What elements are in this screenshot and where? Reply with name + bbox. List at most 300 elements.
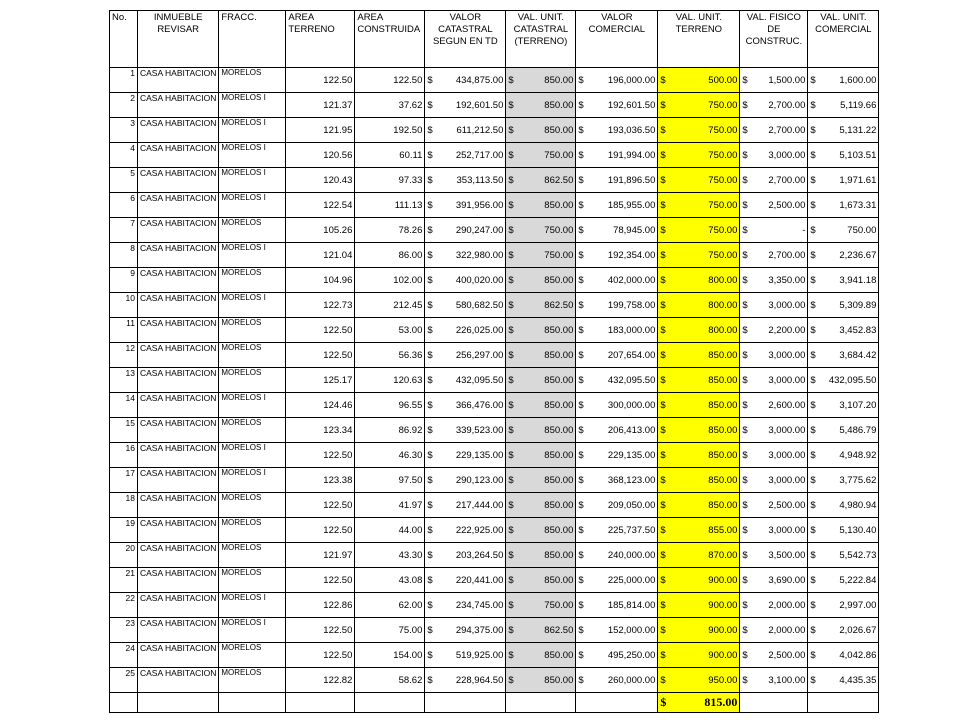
- cell-fracc[interactable]: MORELOS I: [219, 618, 286, 643]
- cell-inmueble[interactable]: CASA HABITACION: [138, 543, 219, 568]
- cell-inmueble[interactable]: CASA HABITACION: [138, 618, 219, 643]
- cell-val-fisico[interactable]: [740, 493, 808, 518]
- cell-valor-comercial[interactable]: [576, 218, 658, 243]
- cell-val-unit-catastral[interactable]: [506, 668, 576, 693]
- cell-val-unit-terreno[interactable]: [658, 143, 740, 168]
- cell-area-terreno[interactable]: 122.50: [286, 618, 355, 643]
- cell-val-unit-terreno[interactable]: [658, 118, 740, 143]
- cell-val-fisico[interactable]: [740, 243, 808, 268]
- cell-no[interactable]: 22: [110, 593, 138, 618]
- cell-val-fisico[interactable]: [740, 593, 808, 618]
- cell-no[interactable]: 12: [110, 343, 138, 368]
- currency-symbol: $: [742, 549, 748, 561]
- cell-valor-catastral[interactable]: [425, 568, 506, 593]
- cell-inmueble[interactable]: CASA HABITACION: [138, 568, 219, 593]
- cell-val-unit-comercial[interactable]: [808, 568, 879, 593]
- cell-no[interactable]: 19: [110, 518, 138, 543]
- cell-area-construida[interactable]: 75.00: [355, 618, 425, 643]
- cell-valor-catastral[interactable]: [425, 393, 506, 418]
- empty-cell[interactable]: [355, 693, 425, 713]
- cell-area-terreno[interactable]: 122.86: [286, 593, 355, 618]
- cell-inmueble[interactable]: CASA HABITACION: [138, 443, 219, 468]
- cell-area-construida[interactable]: 192.50: [355, 118, 425, 143]
- cell-inmueble[interactable]: CASA HABITACION: [138, 268, 219, 293]
- cell-val-fisico[interactable]: [740, 318, 808, 343]
- cell-area-terreno[interactable]: 121.04: [286, 243, 355, 268]
- cell-val-unit-terreno[interactable]: [658, 493, 740, 518]
- cell-fracc[interactable]: MORELOS: [219, 218, 286, 243]
- cell-inmueble[interactable]: CASA HABITACION: [138, 293, 219, 318]
- cell-val-unit-catastral[interactable]: [506, 143, 576, 168]
- cell-valor-catastral[interactable]: [425, 293, 506, 318]
- cell-area-terreno[interactable]: 125.17: [286, 368, 355, 393]
- empty-cell[interactable]: [286, 693, 355, 713]
- cell-val-fisico[interactable]: [740, 168, 808, 193]
- cell-val-unit-catastral[interactable]: [506, 543, 576, 568]
- cell-val-unit-catastral[interactable]: [506, 68, 576, 93]
- cell-valor-catastral[interactable]: [425, 443, 506, 468]
- cell-area-terreno[interactable]: 122.82: [286, 668, 355, 693]
- cell-no[interactable]: 14: [110, 393, 138, 418]
- header-no[interactable]: No.: [110, 11, 138, 68]
- cell-val-unit-terreno[interactable]: [658, 218, 740, 243]
- header-val-unit-terreno[interactable]: VAL. UNIT. TERRENO: [658, 11, 740, 68]
- cell-val-unit-catastral[interactable]: [506, 318, 576, 343]
- cell-area-construida[interactable]: 37.62: [355, 93, 425, 118]
- cell-inmueble[interactable]: CASA HABITACION: [138, 168, 219, 193]
- cell-val-unit-comercial[interactable]: [808, 143, 879, 168]
- header-valor-comercial[interactable]: VALOR COMERCIAL: [576, 11, 658, 68]
- cell-valor-comercial[interactable]: [576, 318, 658, 343]
- cell-valor-comercial[interactable]: [576, 168, 658, 193]
- cell-val-unit-terreno[interactable]: [658, 318, 740, 343]
- cell-area-construida[interactable]: 41.97: [355, 493, 425, 518]
- cell-no[interactable]: 23: [110, 618, 138, 643]
- header-fracc[interactable]: FRACC.: [219, 11, 286, 68]
- cell-fracc[interactable]: MORELOS: [219, 668, 286, 693]
- cell-val-fisico[interactable]: [740, 118, 808, 143]
- cell-area-terreno[interactable]: 122.50: [286, 518, 355, 543]
- cell-fracc[interactable]: MORELOS: [219, 368, 286, 393]
- cell-area-terreno[interactable]: 121.95: [286, 118, 355, 143]
- cell-no[interactable]: 15: [110, 418, 138, 443]
- cell-val-unit-terreno[interactable]: [658, 268, 740, 293]
- cell-no[interactable]: 25: [110, 668, 138, 693]
- cell-inmueble[interactable]: CASA HABITACION: [138, 518, 219, 543]
- cell-area-construida[interactable]: 86.92: [355, 418, 425, 443]
- cell-valor-catastral[interactable]: [425, 618, 506, 643]
- cell-val-unit-comercial[interactable]: [808, 168, 879, 193]
- cell-val-unit-catastral[interactable]: [506, 343, 576, 368]
- cell-valor-catastral[interactable]: [425, 68, 506, 93]
- empty-cell[interactable]: [138, 693, 219, 713]
- cell-val-unit-catastral[interactable]: [506, 268, 576, 293]
- cell-fracc[interactable]: MORELOS: [219, 68, 286, 93]
- cell-val-unit-terreno[interactable]: [658, 543, 740, 568]
- cell-val-fisico[interactable]: [740, 568, 808, 593]
- cell-valor-catastral[interactable]: [425, 193, 506, 218]
- header-area-construida[interactable]: AREA CONSTRUIDA: [355, 11, 425, 68]
- cell-area-construida[interactable]: 44.00: [355, 518, 425, 543]
- header-valor-catastral[interactable]: VALOR CATASTRAL SEGUN EN TD: [425, 11, 506, 68]
- cell-value: 300,000.00: [607, 399, 656, 411]
- cell-valor-comercial[interactable]: [576, 618, 658, 643]
- cell-valor-catastral[interactable]: [425, 318, 506, 343]
- cell-val-unit-terreno[interactable]: [658, 343, 740, 368]
- cell-valor-comercial[interactable]: [576, 593, 658, 618]
- cell-val-unit-catastral[interactable]: [506, 93, 576, 118]
- cell-val-unit-terreno[interactable]: [658, 468, 740, 493]
- cell-val-fisico[interactable]: [740, 393, 808, 418]
- cell-val-unit-comercial[interactable]: [808, 393, 879, 418]
- cell-area-terreno[interactable]: 104.96: [286, 268, 355, 293]
- cell-valor-comercial[interactable]: [576, 118, 658, 143]
- cell-area-construida[interactable]: 97.50: [355, 468, 425, 493]
- cell-area-construida[interactable]: 53.00: [355, 318, 425, 343]
- cell-area-construida[interactable]: 46.30: [355, 443, 425, 468]
- cell-area-construida[interactable]: 43.08: [355, 568, 425, 593]
- cell-val-unit-comercial[interactable]: [808, 343, 879, 368]
- cell-valor-catastral[interactable]: [425, 493, 506, 518]
- cell-valor-catastral[interactable]: [425, 343, 506, 368]
- cell-val-fisico[interactable]: [740, 143, 808, 168]
- total-val-unit-terreno[interactable]: [658, 693, 740, 713]
- cell-inmueble[interactable]: CASA HABITACION: [138, 243, 219, 268]
- cell-no[interactable]: 17: [110, 468, 138, 493]
- cell-inmueble[interactable]: CASA HABITACION: [138, 218, 219, 243]
- cell-valor-catastral[interactable]: [425, 368, 506, 393]
- cell-inmueble[interactable]: CASA HABITACION: [138, 193, 219, 218]
- cell-inmueble[interactable]: CASA HABITACION: [138, 493, 219, 518]
- cell-val-unit-comercial[interactable]: [808, 518, 879, 543]
- cell-inmueble[interactable]: CASA HABITACION: [138, 143, 219, 168]
- cell-area-construida[interactable]: 102.00: [355, 268, 425, 293]
- cell-val-unit-terreno[interactable]: [658, 443, 740, 468]
- cell-area-terreno[interactable]: 122.50: [286, 343, 355, 368]
- cell-val-unit-comercial[interactable]: [808, 68, 879, 93]
- cell-valor-catastral[interactable]: [425, 118, 506, 143]
- header-area-terreno[interactable]: AREA TERRENO: [286, 11, 355, 68]
- cell-area-construida[interactable]: 60.11: [355, 143, 425, 168]
- cell-no[interactable]: 3: [110, 118, 138, 143]
- cell-inmueble[interactable]: CASA HABITACION: [138, 418, 219, 443]
- cell-area-terreno[interactable]: 122.50: [286, 568, 355, 593]
- cell-valor-comercial[interactable]: [576, 93, 658, 118]
- header-val-fisico[interactable]: VAL. FISICO DE CONSTRUC.: [740, 11, 808, 68]
- cell-area-terreno[interactable]: 105.26: [286, 218, 355, 243]
- cell-valor-catastral[interactable]: [425, 668, 506, 693]
- cell-inmueble[interactable]: CASA HABITACION: [138, 368, 219, 393]
- cell-valor-catastral[interactable]: [425, 218, 506, 243]
- cell-fracc[interactable]: MORELOS: [219, 343, 286, 368]
- cell-val-unit-catastral[interactable]: [506, 218, 576, 243]
- cell-val-unit-comercial[interactable]: [808, 268, 879, 293]
- cell-inmueble[interactable]: CASA HABITACION: [138, 343, 219, 368]
- cell-valor-comercial[interactable]: [576, 393, 658, 418]
- cell-area-construida[interactable]: 43.30: [355, 543, 425, 568]
- empty-cell[interactable]: [506, 693, 576, 713]
- cell-area-terreno[interactable]: 120.56: [286, 143, 355, 168]
- cell-area-construida[interactable]: 120.63: [355, 368, 425, 393]
- cell-area-terreno[interactable]: 120.43: [286, 168, 355, 193]
- cell-val-unit-comercial[interactable]: [808, 593, 879, 618]
- cell-area-construida[interactable]: 56.36: [355, 343, 425, 368]
- cell-val-unit-comercial[interactable]: [808, 643, 879, 668]
- cell-val-unit-comercial[interactable]: [808, 93, 879, 118]
- cell-fracc[interactable]: MORELOS I: [219, 118, 286, 143]
- empty-cell[interactable]: [740, 693, 808, 713]
- cell-valor-comercial[interactable]: [576, 643, 658, 668]
- cell-valor-comercial[interactable]: [576, 468, 658, 493]
- cell-fracc[interactable]: MORELOS: [219, 568, 286, 593]
- cell-val-unit-comercial[interactable]: [808, 668, 879, 693]
- cell-area-terreno[interactable]: 122.73: [286, 293, 355, 318]
- cell-val-unit-terreno[interactable]: [658, 368, 740, 393]
- cell-valor-comercial[interactable]: [576, 293, 658, 318]
- cell-val-unit-terreno[interactable]: [658, 68, 740, 93]
- cell-valor-comercial[interactable]: [576, 243, 658, 268]
- cell-val-unit-catastral[interactable]: [506, 443, 576, 468]
- cell-val-unit-terreno[interactable]: [658, 618, 740, 643]
- cell-val-unit-comercial[interactable]: [808, 618, 879, 643]
- cell-no[interactable]: 13: [110, 368, 138, 393]
- cell-no[interactable]: 9: [110, 268, 138, 293]
- cell-valor-comercial[interactable]: [576, 268, 658, 293]
- cell-fracc[interactable]: MORELOS: [219, 643, 286, 668]
- cell-val-unit-terreno[interactable]: [658, 193, 740, 218]
- cell-valor-comercial[interactable]: [576, 493, 658, 518]
- cell-val-unit-catastral[interactable]: [506, 493, 576, 518]
- cell-val-unit-terreno[interactable]: [658, 518, 740, 543]
- cell-val-fisico[interactable]: [740, 518, 808, 543]
- cell-no[interactable]: 10: [110, 293, 138, 318]
- cell-area-construida[interactable]: 122.50: [355, 68, 425, 93]
- cell-fracc[interactable]: MORELOS I: [219, 143, 286, 168]
- cell-val-unit-terreno[interactable]: [658, 93, 740, 118]
- cell-fracc[interactable]: MORELOS I: [219, 293, 286, 318]
- cell-valor-comercial[interactable]: [576, 568, 658, 593]
- cell-fracc[interactable]: MORELOS: [219, 418, 286, 443]
- cell-no[interactable]: 8: [110, 243, 138, 268]
- cell-valor-catastral[interactable]: [425, 543, 506, 568]
- cell-fracc[interactable]: MORELOS: [219, 318, 286, 343]
- cell-valor-comercial[interactable]: [576, 518, 658, 543]
- cell-val-unit-catastral[interactable]: [506, 593, 576, 618]
- cell-val-unit-comercial[interactable]: [808, 443, 879, 468]
- cell-valor-catastral[interactable]: [425, 643, 506, 668]
- cell-no[interactable]: 21: [110, 568, 138, 593]
- cell-val-unit-terreno[interactable]: [658, 643, 740, 668]
- cell-no[interactable]: 1: [110, 68, 138, 93]
- cell-area-terreno[interactable]: 123.34: [286, 418, 355, 443]
- cell-area-construida[interactable]: 154.00: [355, 643, 425, 668]
- cell-no[interactable]: 18: [110, 493, 138, 518]
- cell-valor-catastral[interactable]: [425, 418, 506, 443]
- cell-fracc[interactable]: MORELOS I: [219, 393, 286, 418]
- cell-val-fisico[interactable]: [740, 643, 808, 668]
- cell-area-construida[interactable]: 97.33: [355, 168, 425, 193]
- cell-valor-comercial[interactable]: [576, 143, 658, 168]
- cell-val-fisico[interactable]: [740, 343, 808, 368]
- cell-inmueble[interactable]: CASA HABITACION: [138, 68, 219, 93]
- cell-fracc[interactable]: MORELOS I: [219, 468, 286, 493]
- cell-no[interactable]: 7: [110, 218, 138, 243]
- cell-val-unit-comercial[interactable]: [808, 543, 879, 568]
- cell-area-terreno[interactable]: 124.46: [286, 393, 355, 418]
- cell-val-fisico[interactable]: [740, 193, 808, 218]
- cell-val-fisico[interactable]: [740, 218, 808, 243]
- cell-val-fisico[interactable]: [740, 293, 808, 318]
- cell-val-unit-catastral[interactable]: [506, 193, 576, 218]
- cell-val-fisico[interactable]: [740, 368, 808, 393]
- cell-fracc[interactable]: MORELOS I: [219, 443, 286, 468]
- cell-inmueble[interactable]: CASA HABITACION: [138, 468, 219, 493]
- cell-area-terreno[interactable]: 122.50: [286, 318, 355, 343]
- cell-val-fisico[interactable]: [740, 543, 808, 568]
- cell-area-terreno[interactable]: 123.38: [286, 468, 355, 493]
- cell-inmueble[interactable]: CASA HABITACION: [138, 318, 219, 343]
- cell-area-construida[interactable]: 96.55: [355, 393, 425, 418]
- cell-fracc[interactable]: MORELOS: [219, 493, 286, 518]
- cell-val-fisico[interactable]: [740, 268, 808, 293]
- cell-val-unit-catastral[interactable]: [506, 643, 576, 668]
- cell-area-construida[interactable]: 111.13: [355, 193, 425, 218]
- cell-valor-comercial[interactable]: [576, 418, 658, 443]
- cell-val-fisico[interactable]: [740, 68, 808, 93]
- cell-no[interactable]: 20: [110, 543, 138, 568]
- cell-val-fisico[interactable]: [740, 443, 808, 468]
- cell-area-terreno[interactable]: 122.50: [286, 68, 355, 93]
- empty-cell[interactable]: [576, 693, 658, 713]
- cell-no[interactable]: 5: [110, 168, 138, 193]
- cell-fracc[interactable]: MORELOS I: [219, 168, 286, 193]
- cell-val-unit-comercial[interactable]: [808, 493, 879, 518]
- cell-no[interactable]: 24: [110, 643, 138, 668]
- empty-cell[interactable]: [110, 693, 138, 713]
- cell-valor-comercial[interactable]: [576, 193, 658, 218]
- header-val-unit-comercial[interactable]: VAL. UNIT. COMERCIAL: [808, 11, 879, 68]
- cell-valor-catastral[interactable]: [425, 143, 506, 168]
- cell-valor-comercial[interactable]: [576, 343, 658, 368]
- cell-val-unit-terreno[interactable]: [658, 243, 740, 268]
- cell-val-unit-catastral[interactable]: [506, 568, 576, 593]
- cell-val-unit-catastral[interactable]: [506, 243, 576, 268]
- cell-inmueble[interactable]: CASA HABITACION: [138, 643, 219, 668]
- cell-fracc[interactable]: MORELOS I: [219, 193, 286, 218]
- cell-val-unit-terreno[interactable]: [658, 418, 740, 443]
- cell-val-fisico[interactable]: [740, 418, 808, 443]
- cell-val-unit-catastral[interactable]: [506, 168, 576, 193]
- cell-inmueble[interactable]: CASA HABITACION: [138, 118, 219, 143]
- cell-val-unit-terreno[interactable]: [658, 168, 740, 193]
- cell-area-terreno[interactable]: 122.50: [286, 443, 355, 468]
- cell-val-unit-terreno[interactable]: [658, 568, 740, 593]
- empty-cell[interactable]: [808, 693, 879, 713]
- cell-fracc[interactable]: MORELOS: [219, 268, 286, 293]
- cell-no[interactable]: 16: [110, 443, 138, 468]
- header-val-unit-catastral[interactable]: VAL. UNIT. CATASTRAL (TERRENO): [506, 11, 576, 68]
- cell-val-unit-comercial[interactable]: [808, 118, 879, 143]
- cell-area-construida[interactable]: 86.00: [355, 243, 425, 268]
- cell-val-unit-comercial[interactable]: [808, 218, 879, 243]
- cell-val-fisico[interactable]: [740, 668, 808, 693]
- cell-val-unit-catastral[interactable]: [506, 118, 576, 143]
- cell-inmueble[interactable]: CASA HABITACION: [138, 393, 219, 418]
- cell-val-unit-catastral[interactable]: [506, 293, 576, 318]
- cell-valor-catastral[interactable]: [425, 468, 506, 493]
- cell-fracc[interactable]: MORELOS I: [219, 243, 286, 268]
- cell-fracc[interactable]: MORELOS I: [219, 93, 286, 118]
- cell-no[interactable]: 11: [110, 318, 138, 343]
- cell-valor-catastral[interactable]: [425, 518, 506, 543]
- cell-val-unit-catastral[interactable]: [506, 393, 576, 418]
- cell-val-unit-comercial[interactable]: [808, 243, 879, 268]
- cell-no[interactable]: 2: [110, 93, 138, 118]
- cell-val-unit-comercial[interactable]: [808, 418, 879, 443]
- cell-area-construida[interactable]: 212.45: [355, 293, 425, 318]
- cell-inmueble[interactable]: CASA HABITACION: [138, 668, 219, 693]
- cell-area-terreno[interactable]: 121.97: [286, 543, 355, 568]
- cell-no[interactable]: 4: [110, 143, 138, 168]
- cell-val-unit-catastral[interactable]: [506, 618, 576, 643]
- cell-inmueble[interactable]: CASA HABITACION: [138, 593, 219, 618]
- cell-val-unit-catastral[interactable]: [506, 418, 576, 443]
- cell-area-construida[interactable]: 78.26: [355, 218, 425, 243]
- cell-fracc[interactable]: MORELOS: [219, 518, 286, 543]
- cell-fracc[interactable]: MORELOS: [219, 543, 286, 568]
- cell-area-terreno[interactable]: 122.50: [286, 643, 355, 668]
- cell-val-unit-terreno[interactable]: [658, 293, 740, 318]
- cell-valor-comercial[interactable]: [576, 68, 658, 93]
- cell-area-terreno[interactable]: 122.50: [286, 493, 355, 518]
- cell-val-unit-comercial[interactable]: [808, 468, 879, 493]
- cell-val-unit-comercial[interactable]: [808, 318, 879, 343]
- cell-val-fisico[interactable]: [740, 93, 808, 118]
- cell-value: 5,486.79: [839, 424, 877, 436]
- cell-val-unit-terreno[interactable]: [658, 393, 740, 418]
- cell-val-unit-comercial[interactable]: [808, 293, 879, 318]
- cell-area-construida[interactable]: 62.00: [355, 593, 425, 618]
- cell-valor-catastral[interactable]: [425, 243, 506, 268]
- cell-val-unit-comercial[interactable]: [808, 193, 879, 218]
- cell-val-unit-terreno[interactable]: [658, 593, 740, 618]
- cell-val-unit-catastral[interactable]: [506, 518, 576, 543]
- empty-cell[interactable]: [425, 693, 506, 713]
- cell-valor-catastral[interactable]: [425, 593, 506, 618]
- cell-inmueble[interactable]: CASA HABITACION: [138, 93, 219, 118]
- header-inmueble[interactable]: INMUEBLE REVISAR: [138, 11, 219, 68]
- cell-valor-comercial[interactable]: [576, 543, 658, 568]
- cell-valor-catastral[interactable]: [425, 168, 506, 193]
- cell-val-fisico[interactable]: [740, 468, 808, 493]
- cell-val-unit-catastral[interactable]: [506, 368, 576, 393]
- cell-area-construida[interactable]: 58.62: [355, 668, 425, 693]
- cell-fracc[interactable]: MORELOS I: [219, 593, 286, 618]
- cell-valor-catastral[interactable]: [425, 93, 506, 118]
- cell-val-unit-catastral[interactable]: [506, 468, 576, 493]
- cell-val-unit-terreno[interactable]: [658, 668, 740, 693]
- cell-valor-comercial[interactable]: [576, 368, 658, 393]
- cell-val-fisico[interactable]: [740, 618, 808, 643]
- cell-valor-comercial[interactable]: [576, 668, 658, 693]
- cell-area-terreno[interactable]: 121.37: [286, 93, 355, 118]
- cell-val-unit-comercial[interactable]: [808, 368, 879, 393]
- cell-valor-comercial[interactable]: [576, 443, 658, 468]
- cell-area-terreno[interactable]: 122.54: [286, 193, 355, 218]
- empty-cell[interactable]: [219, 693, 286, 713]
- cell-valor-catastral[interactable]: [425, 268, 506, 293]
- cell-no[interactable]: 6: [110, 193, 138, 218]
